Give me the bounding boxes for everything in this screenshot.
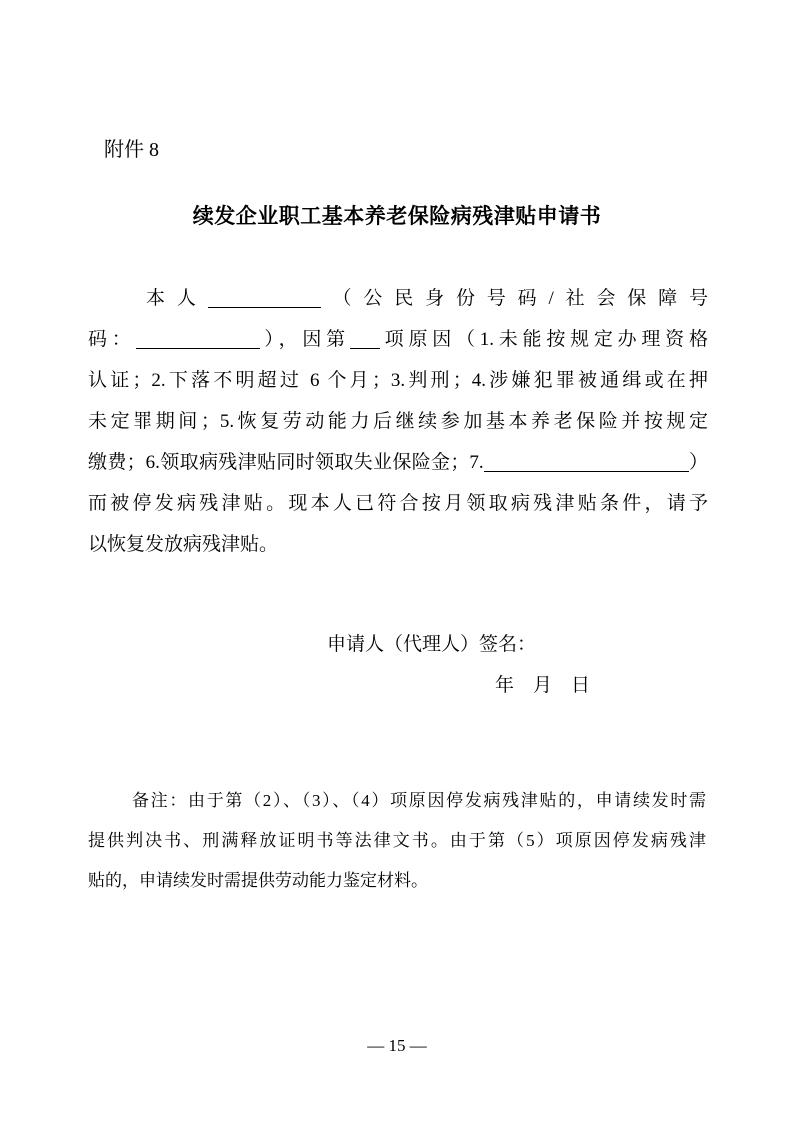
body-line-5-text-post: ） bbox=[688, 452, 708, 473]
date-label: 年 月 日 bbox=[495, 675, 591, 696]
body-line-1-text-pre: 本人 bbox=[146, 288, 208, 309]
body-paragraph bbox=[88, 278, 708, 565]
blank-reason-number bbox=[350, 334, 380, 349]
body-line-2 bbox=[88, 319, 708, 360]
notes-line-1: 备注：由于第（2）、（3）、（4）项原因停发病残津贴的，申请续发时需 bbox=[132, 791, 706, 810]
body-line-5-text-pre: 缴费；6.领取病残津贴同时领取失业保险金；7. bbox=[88, 452, 484, 473]
body-line-2-text-post: 项原因（1.未能按规定办理资格 bbox=[379, 329, 708, 350]
blank-reason-other bbox=[484, 457, 689, 472]
blank-applicant-name bbox=[208, 293, 321, 308]
body-line-2-text-mid: ），因第 bbox=[259, 329, 350, 350]
notes-line-2: 提供判决书、刑满释放证明书等法律文书。由于第（5）项原因停发病残津 bbox=[88, 831, 706, 850]
signature-label: 申请人（代理人）签名： bbox=[327, 634, 537, 655]
notes-line-3: 贴的，申请续发时需提供劳动能力鉴定材料。 bbox=[88, 871, 428, 890]
body-line-7: 以恢复发放病残津贴。 bbox=[88, 534, 279, 555]
body-line-4: 未定罪期间；5.恢复劳动能力后继续参加基本养老保险并按规定 bbox=[88, 411, 708, 432]
body-line-1-text-post: （公民身份号码/社会保障号 bbox=[320, 288, 708, 309]
blank-id-number bbox=[136, 334, 260, 349]
notes-paragraph bbox=[88, 781, 706, 901]
body-line-6: 而被停发病残津贴。现本人已符合按月领取病残津贴条件，请予 bbox=[88, 493, 708, 514]
body-line-2-text-pre: 码： bbox=[88, 329, 136, 350]
body-line-3: 认证；2.下落不明超过 6 个月；3.判刑；4.涉嫌犯罪被通缉或在押 bbox=[88, 370, 708, 391]
attachment-label: 附件 8 bbox=[104, 139, 159, 161]
document-title: 续发企业职工基本养老保险病残津贴申请书 bbox=[192, 205, 602, 228]
page-number: — 15 — bbox=[367, 1036, 427, 1055]
body-line-1 bbox=[88, 278, 708, 319]
body-line-5 bbox=[88, 442, 708, 483]
